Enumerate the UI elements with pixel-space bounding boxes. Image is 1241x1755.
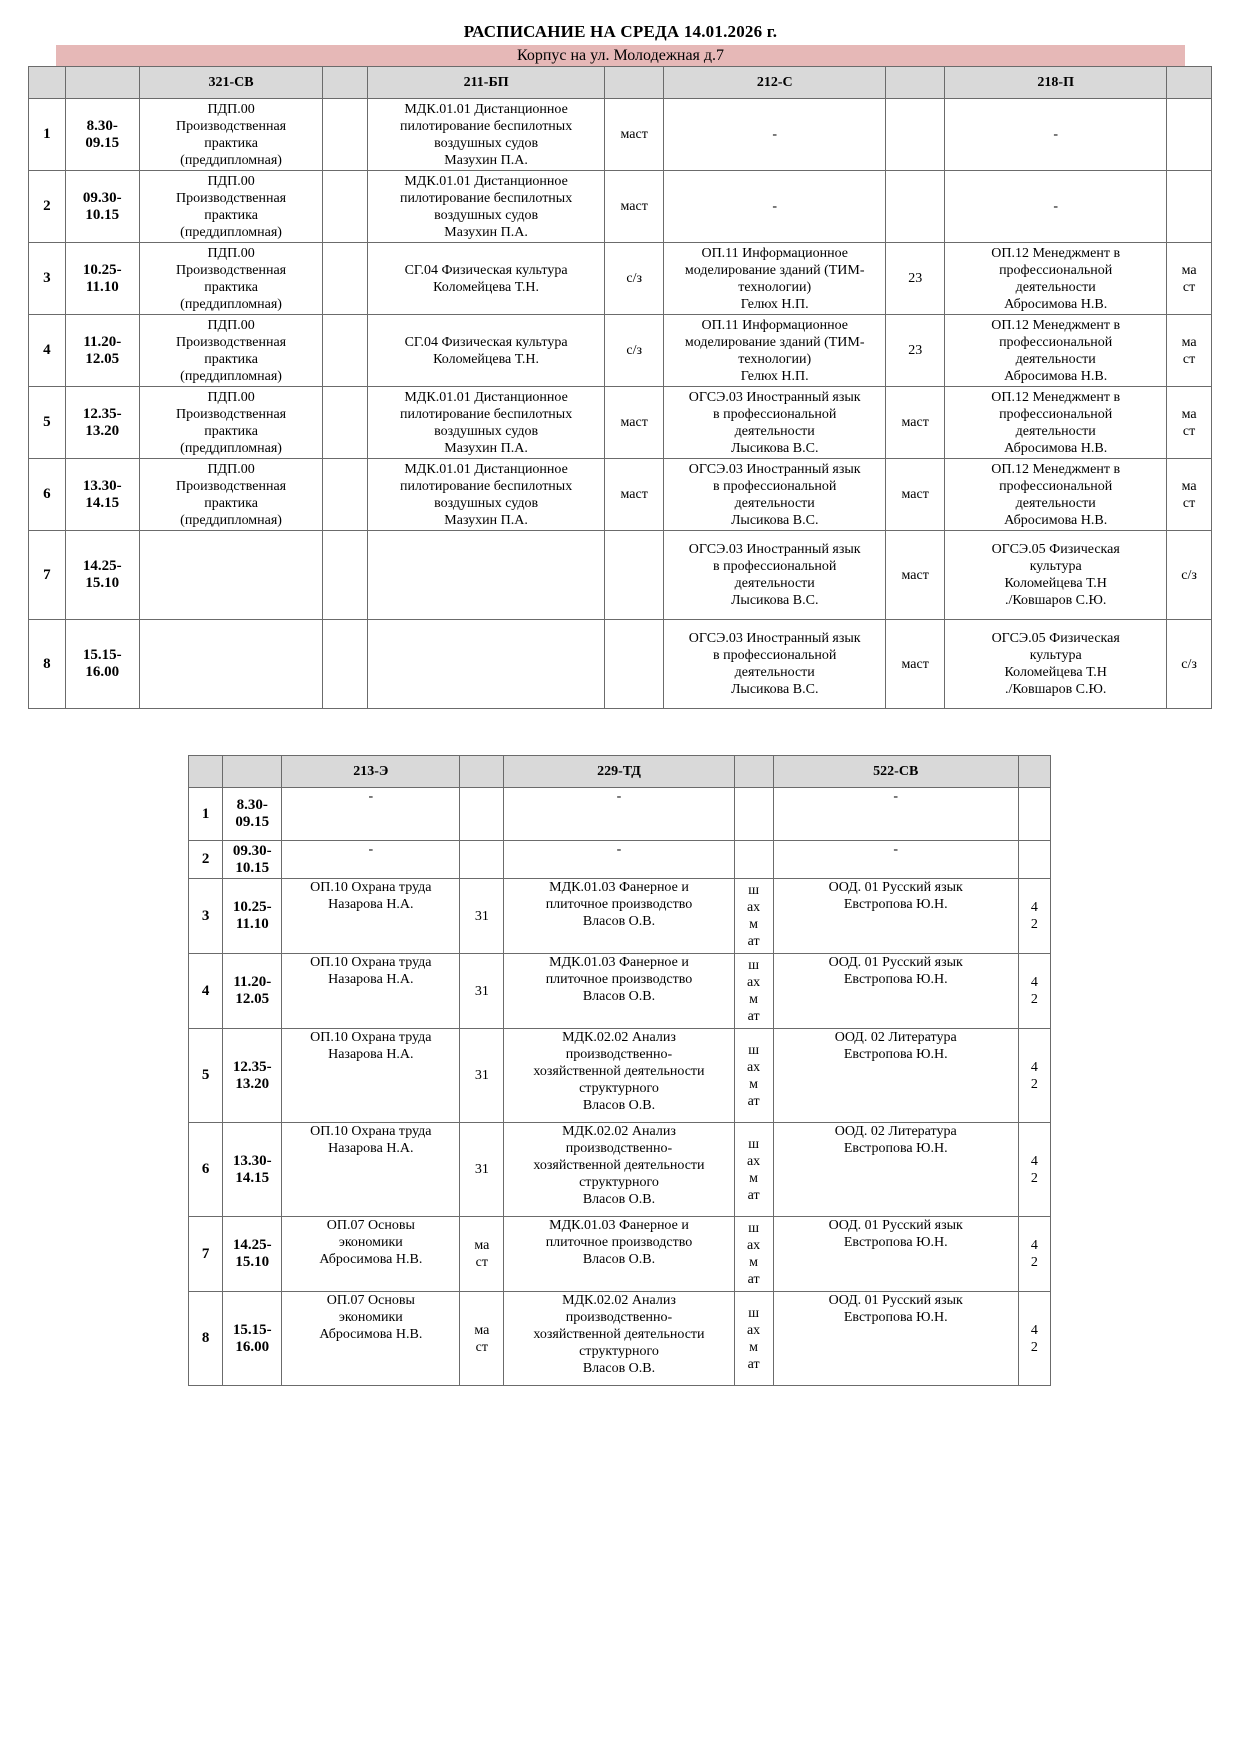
lesson-cell: ПДП.00 Производственная практика (преддипломная) (139, 459, 322, 531)
table-row (29, 243, 1212, 315)
lesson-number: 1 (29, 99, 66, 171)
room-cell: ма ст (460, 1292, 504, 1386)
lesson-cell: ПДП.00 Производственная практика (преддипломная) (139, 243, 322, 315)
lesson-number: 1 (189, 788, 223, 841)
lesson-cell: МДК.01.03 Фанерное и плиточное производство Власов О.В. (504, 954, 734, 1029)
room-cell: 4 2 (1018, 879, 1050, 954)
lesson-cell: - (664, 99, 886, 171)
room-cell (886, 99, 945, 171)
lesson-time: 13.30- 14.15 (223, 1123, 282, 1217)
lesson-cell (139, 620, 322, 709)
room-header (1018, 756, 1050, 788)
room-cell (460, 788, 504, 841)
room-header (460, 756, 504, 788)
lesson-cell: ОП.12 Менеджмент в профессиональной деятельности Абросимова Н.В. (945, 387, 1167, 459)
lesson-number: 3 (29, 243, 66, 315)
lesson-number: 8 (29, 620, 66, 709)
lesson-cell: МДК.02.02 Анализ производственно- хозяйственной деятельности структурного Власов О.В. (504, 1123, 734, 1217)
schedule-table-main (28, 66, 1212, 709)
room-cell: ма ст (1167, 315, 1212, 387)
lesson-cell (367, 531, 604, 620)
table-row (189, 1292, 1051, 1386)
table-row (29, 459, 1212, 531)
room-cell: ш ах м ат (734, 1292, 773, 1386)
lesson-cell: ОП.10 Охрана труда Назарова Н.А. (282, 954, 460, 1029)
room-cell (1167, 171, 1212, 243)
table-row (29, 387, 1212, 459)
group-header: 229-ТД (504, 756, 734, 788)
lesson-cell: ОГСЭ.05 Физическая культура Коломейцева Т.Н ./Ковшаров С.Ю. (945, 531, 1167, 620)
schedule-table-secondary (188, 755, 1051, 1386)
lesson-cell: ООД. 01 Русский язык Евстропова Ю.Н. (773, 1292, 1018, 1386)
room-cell (323, 243, 368, 315)
table-row (189, 1029, 1051, 1123)
room-cell (323, 459, 368, 531)
header-num (29, 67, 66, 99)
room-cell (1167, 99, 1212, 171)
header-num (189, 756, 223, 788)
room-cell: ш ах м ат (734, 879, 773, 954)
schedule-title: РАСПИСАНИЕ НА СРЕДА 14.01.2026 г. (463, 22, 778, 41)
room-cell: 4 2 (1018, 1217, 1050, 1292)
room-cell (323, 99, 368, 171)
room-cell (323, 171, 368, 243)
group-header: 212-С (664, 67, 886, 99)
lesson-number: 5 (29, 387, 66, 459)
room-header (734, 756, 773, 788)
room-header (605, 67, 664, 99)
lesson-time: 11.20- 12.05 (223, 954, 282, 1029)
lesson-cell: ОП.07 Основы экономики Абросимова Н.В. (282, 1292, 460, 1386)
room-cell (323, 620, 368, 709)
lesson-cell: МДК.02.02 Анализ производственно- хозяйственной деятельности структурного Власов О.В. (504, 1029, 734, 1123)
lesson-cell (367, 620, 604, 709)
lesson-cell: МДК.01.01 Дистанционное пилотирование беспилотных воздушных судов Мазухин П.А. (367, 459, 604, 531)
room-cell: с/з (1167, 531, 1212, 620)
lesson-number: 6 (29, 459, 66, 531)
room-cell: ма ст (460, 1217, 504, 1292)
lesson-number: 6 (189, 1123, 223, 1217)
room-cell (460, 841, 504, 879)
room-cell: с/з (1167, 620, 1212, 709)
lesson-cell: - (664, 171, 886, 243)
lesson-number: 2 (29, 171, 66, 243)
room-cell: ма ст (1167, 243, 1212, 315)
header-time (65, 67, 139, 99)
lesson-cell: ОГСЭ.05 Физическая культура Коломейцева Т.Н ./Ковшаров С.Ю. (945, 620, 1167, 709)
lesson-number: 7 (29, 531, 66, 620)
lesson-cell: ОГСЭ.03 Иностранный язык в профессиональной деятельности Лысикова В.С. (664, 387, 886, 459)
table-row (29, 171, 1212, 243)
room-cell: ш ах м ат (734, 1029, 773, 1123)
lesson-time: 14.25- 15.10 (223, 1217, 282, 1292)
lesson-cell: ОП.10 Охрана труда Назарова Н.А. (282, 879, 460, 954)
room-cell (1018, 841, 1050, 879)
lesson-cell: МДК.01.01 Дистанционное пилотирование беспилотных воздушных судов Мазухин П.А. (367, 387, 604, 459)
lesson-cell: СГ.04 Физическая культура Коломейцева Т.Н. (367, 243, 604, 315)
room-cell (1018, 788, 1050, 841)
lesson-cell: - (504, 788, 734, 841)
lesson-cell: ПДП.00 Производственная практика (преддипломная) (139, 99, 322, 171)
lesson-cell: - (945, 171, 1167, 243)
lesson-cell: ООД. 01 Русский язык Евстропова Ю.Н. (773, 879, 1018, 954)
lesson-cell: - (504, 841, 734, 879)
room-cell: с/з (605, 315, 664, 387)
lesson-number: 5 (189, 1029, 223, 1123)
lesson-cell: ООД. 02 Литература Евстропова Ю.Н. (773, 1123, 1018, 1217)
room-cell (734, 841, 773, 879)
lesson-cell: ОГСЭ.03 Иностранный язык в профессиональной деятельности Лысикова В.С. (664, 620, 886, 709)
lesson-number: 7 (189, 1217, 223, 1292)
room-cell (323, 531, 368, 620)
room-cell: 31 (460, 879, 504, 954)
room-cell: 31 (460, 1029, 504, 1123)
group-header: 213-Э (282, 756, 460, 788)
lesson-cell: ОП.12 Менеджмент в профессиональной деятельности Абросимова Н.В. (945, 315, 1167, 387)
room-cell: маст (886, 620, 945, 709)
lesson-cell: МДК.01.03 Фанерное и плиточное производство Власов О.В. (504, 1217, 734, 1292)
building-banner: Корпус на ул. Молодежная д.7 (56, 45, 1185, 66)
room-cell (605, 620, 664, 709)
table-row (189, 954, 1051, 1029)
table-row (189, 879, 1051, 954)
lesson-cell: ОП.07 Основы экономики Абросимова Н.В. (282, 1217, 460, 1292)
lesson-cell: МДК.01.01 Дистанционное пилотирование беспилотных воздушных судов Мазухин П.А. (367, 171, 604, 243)
room-header (886, 67, 945, 99)
room-cell: 31 (460, 954, 504, 1029)
lesson-cell: - (773, 841, 1018, 879)
lesson-cell: ОП.12 Менеджмент в профессиональной деятельности Абросимова Н.В. (945, 243, 1167, 315)
group-header: 321-СВ (139, 67, 322, 99)
room-cell: с/з (605, 243, 664, 315)
table-row (189, 1217, 1051, 1292)
room-cell: ма ст (1167, 387, 1212, 459)
lesson-cell: СГ.04 Физическая культура Коломейцева Т.Н. (367, 315, 604, 387)
room-cell: ш ах м ат (734, 1217, 773, 1292)
room-header (323, 67, 368, 99)
lesson-time: 13.30- 14.15 (65, 459, 139, 531)
room-cell: маст (605, 387, 664, 459)
lesson-cell: ПДП.00 Производственная практика (преддипломная) (139, 315, 322, 387)
lesson-cell: МДК.01.03 Фанерное и плиточное производство Власов О.В. (504, 879, 734, 954)
lesson-cell: - (945, 99, 1167, 171)
room-cell: маст (886, 387, 945, 459)
lesson-time: 15.15- 16.00 (223, 1292, 282, 1386)
lesson-time: 12.35- 13.20 (223, 1029, 282, 1123)
room-cell: 4 2 (1018, 1029, 1050, 1123)
lesson-cell: ООД. 01 Русский язык Евстропова Ю.Н. (773, 1217, 1018, 1292)
lesson-cell: ПДП.00 Производственная практика (преддипломная) (139, 171, 322, 243)
lesson-time: 09.30- 10.15 (223, 841, 282, 879)
lesson-time: 09.30- 10.15 (65, 171, 139, 243)
table-row (29, 531, 1212, 620)
room-cell: ш ах м ат (734, 954, 773, 1029)
table-row (189, 1123, 1051, 1217)
lesson-cell: ООД. 02 Литература Евстропова Ю.Н. (773, 1029, 1018, 1123)
room-cell: маст (886, 459, 945, 531)
lesson-cell: ОГСЭ.03 Иностранный язык в профессиональной деятельности Лысикова В.С. (664, 459, 886, 531)
room-cell (323, 315, 368, 387)
room-cell (734, 788, 773, 841)
lesson-cell: ОГСЭ.03 Иностранный язык в профессиональной деятельности Лысикова В.С. (664, 531, 886, 620)
lesson-cell: - (282, 788, 460, 841)
table-row (29, 315, 1212, 387)
room-cell: ш ах м ат (734, 1123, 773, 1217)
room-cell: 23 (886, 315, 945, 387)
lesson-cell: - (282, 841, 460, 879)
lesson-cell: ОП.10 Охрана труда Назарова Н.А. (282, 1123, 460, 1217)
lesson-number: 4 (29, 315, 66, 387)
lesson-cell: МДК.01.01 Дистанционное пилотирование беспилотных воздушных судов Мазухин П.А. (367, 99, 604, 171)
lesson-cell: ООД. 01 Русский язык Евстропова Ю.Н. (773, 954, 1018, 1029)
lesson-number: 4 (189, 954, 223, 1029)
table-row (189, 841, 1051, 879)
header-time (223, 756, 282, 788)
room-cell: 4 2 (1018, 1123, 1050, 1217)
room-cell: 4 2 (1018, 1292, 1050, 1386)
table-row (189, 788, 1051, 841)
room-cell: ма ст (1167, 459, 1212, 531)
lesson-cell: ОП.12 Менеджмент в профессиональной деятельности Абросимова Н.В. (945, 459, 1167, 531)
group-header: 522-СВ (773, 756, 1018, 788)
group-header: 218-П (945, 67, 1167, 99)
room-cell: маст (605, 99, 664, 171)
room-cell (605, 531, 664, 620)
room-header (1167, 67, 1212, 99)
lesson-time: 8.30- 09.15 (65, 99, 139, 171)
lesson-cell: МДК.02.02 Анализ производственно- хозяйственной деятельности структурного Власов О.В. (504, 1292, 734, 1386)
table-row (29, 620, 1212, 709)
lesson-cell: ОП.11 Информационное моделирование зданий (ТИМ- технологии) Гелюх Н.П. (664, 315, 886, 387)
room-cell: маст (605, 459, 664, 531)
room-cell: маст (886, 531, 945, 620)
lesson-cell: ПДП.00 Производственная практика (преддипломная) (139, 387, 322, 459)
room-cell (886, 171, 945, 243)
lesson-cell: ОП.11 Информационное моделирование зданий (ТИМ- технологии) Гелюх Н.П. (664, 243, 886, 315)
lesson-number: 2 (189, 841, 223, 879)
lesson-time: 14.25- 15.10 (65, 531, 139, 620)
group-header: 211-БП (367, 67, 604, 99)
lesson-time: 10.25- 11.10 (223, 879, 282, 954)
lesson-number: 3 (189, 879, 223, 954)
room-cell: 31 (460, 1123, 504, 1217)
room-cell: 23 (886, 243, 945, 315)
room-cell: маст (605, 171, 664, 243)
lesson-number: 8 (189, 1292, 223, 1386)
lesson-cell (139, 531, 322, 620)
room-cell (323, 387, 368, 459)
table-header-row (29, 67, 1212, 99)
lesson-cell: ОП.10 Охрана труда Назарова Н.А. (282, 1029, 460, 1123)
table-row (29, 99, 1212, 171)
lesson-time: 12.35- 13.20 (65, 387, 139, 459)
lesson-time: 8.30- 09.15 (223, 788, 282, 841)
lesson-cell: - (773, 788, 1018, 841)
table-header-row (189, 756, 1051, 788)
lesson-time: 10.25- 11.10 (65, 243, 139, 315)
room-cell: 4 2 (1018, 954, 1050, 1029)
lesson-time: 11.20- 12.05 (65, 315, 139, 387)
lesson-time: 15.15- 16.00 (65, 620, 139, 709)
